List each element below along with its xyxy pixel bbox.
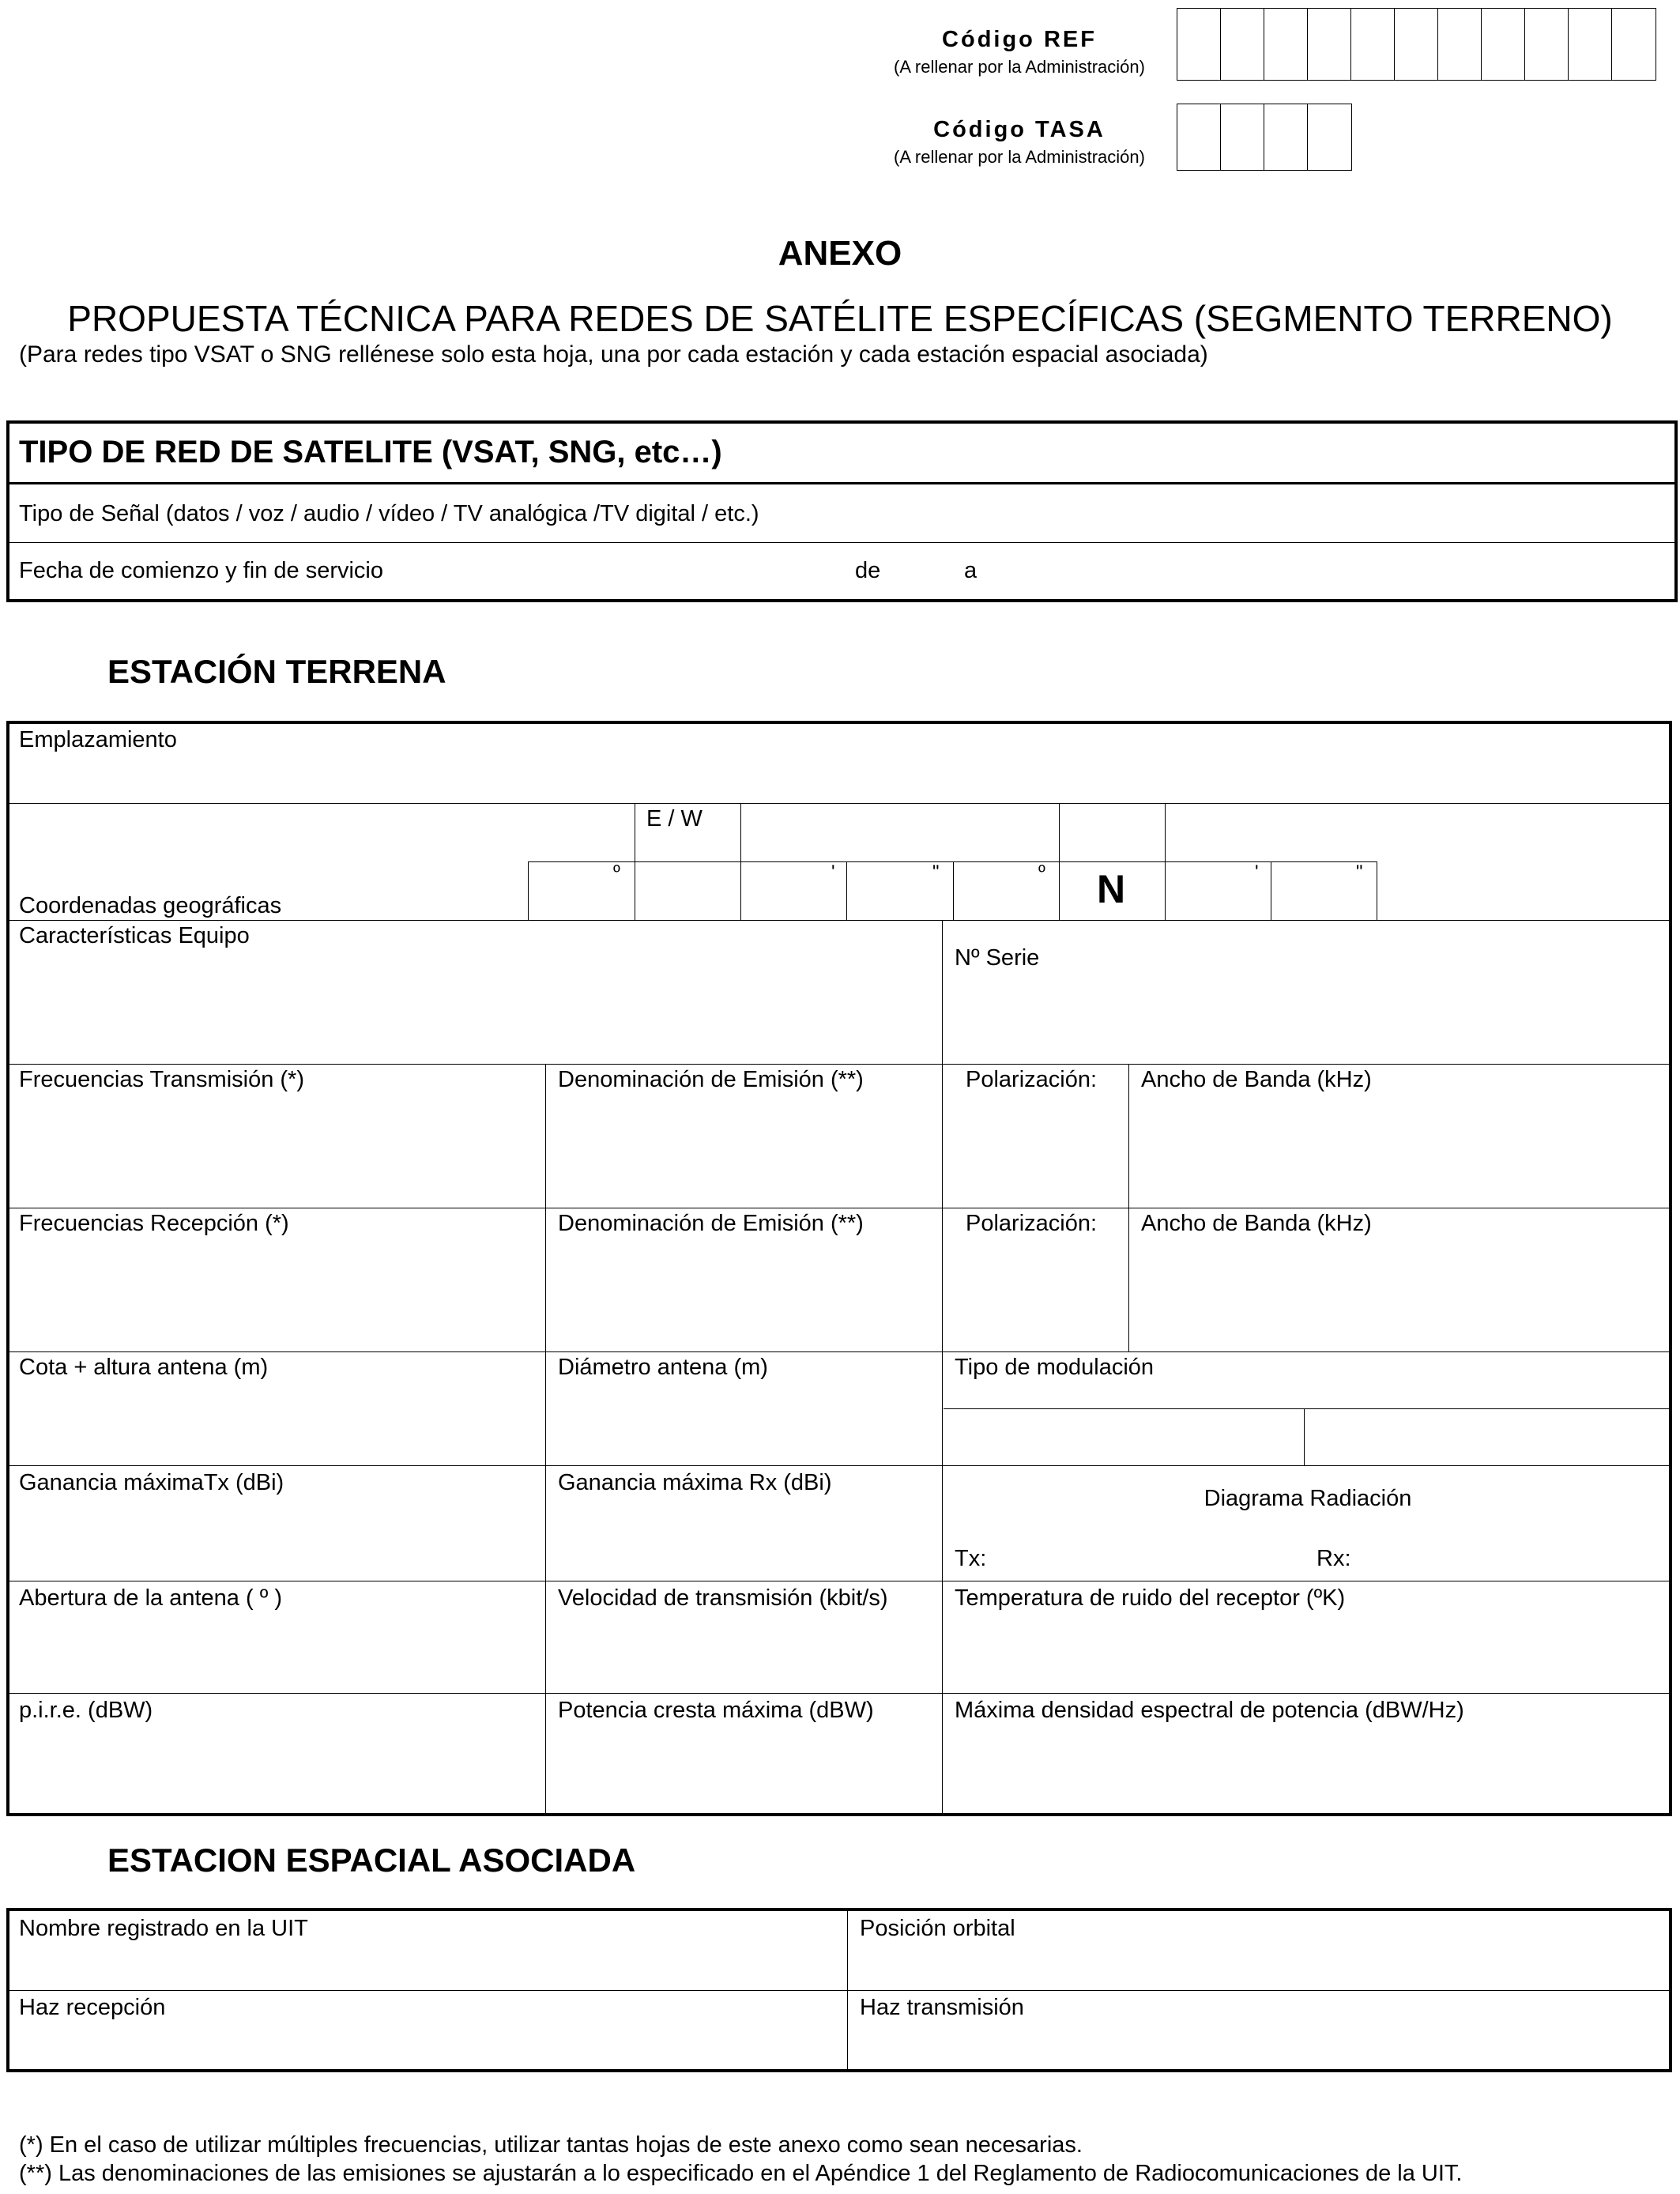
ref-code-digit[interactable] — [1611, 8, 1656, 81]
itu-name-field[interactable]: Nombre registrado en la UIT — [19, 1916, 308, 1941]
longitude-degrees-mark: º — [613, 861, 620, 883]
noise-temperature-field[interactable]: Temperatura de ruido del receptor (ºK) — [955, 1585, 1346, 1611]
rx-bandwidth-field[interactable]: Ancho de Banda (kHz) — [1141, 1211, 1372, 1236]
antenna-aperture-field[interactable]: Abertura de la antena ( º ) — [19, 1585, 283, 1611]
footnote-frequencies: (*) En el caso de utilizar múltiples frecuencias, utilizar tantas hojas de este anexo como sean necesarias. — [19, 2132, 1083, 2158]
tx-gain-field[interactable]: Ganancia máximaTx (dBi) — [19, 1470, 284, 1495]
rx-frequencies-field[interactable]: Frecuencias Recepción (*) — [19, 1211, 289, 1236]
tasa-code-label: Código TASA — [933, 117, 1106, 142]
ref-code-sublabel: (A rellenar por la Administración) — [894, 57, 1145, 77]
ref-code-label: Código REF — [942, 27, 1097, 52]
equipment-field[interactable]: Características Equipo — [19, 923, 250, 948]
form-title: PROPUESTA TÉCNICA PARA REDES DE SATÉLITE ESPECÍFICAS (SEGMENTO TERRENO) — [67, 298, 1613, 339]
ref-code-digit[interactable] — [1437, 8, 1482, 81]
transmission-speed-field[interactable]: Velocidad de transmisión (kbit/s) — [558, 1585, 888, 1611]
latitude-degrees-mark: º — [1038, 861, 1045, 883]
form-instructions: (Para redes tipo VSAT o SNG rellénese solo esta hoja, una por cada estación y cada estación espacial asociada) — [19, 341, 1208, 368]
north-label: N — [1097, 867, 1126, 911]
tasa-code-digit[interactable] — [1307, 104, 1352, 171]
longitude-seconds-mark: " — [932, 861, 940, 883]
serial-number-field[interactable]: Nº Serie — [955, 945, 1040, 971]
earth-station-table — [6, 721, 1672, 1816]
ref-code-digit[interactable] — [1524, 8, 1569, 81]
tx-beam-field[interactable]: Haz transmisión — [860, 1995, 1024, 2020]
date-to-label: a — [964, 558, 977, 583]
signal-type-field[interactable]: Tipo de Señal (datos / voz / audio / vídeo / TV analógica /TV digital / etc.) — [19, 501, 759, 526]
tx-bandwidth-field[interactable]: Ancho de Banda (kHz) — [1141, 1067, 1372, 1092]
tx-polarization-field[interactable]: Polarización: — [966, 1067, 1098, 1092]
tasa-code-digit[interactable] — [1220, 104, 1265, 171]
tx-emission-field[interactable]: Denominación de Emisión (**) — [558, 1067, 864, 1092]
spectral-density-field[interactable]: Máxima densidad espectral de potencia (dBW/Hz) — [955, 1698, 1464, 1723]
east-west-label: E / W — [646, 806, 703, 831]
coordinates-label: Coordenadas geográficas — [19, 893, 282, 918]
footnote-emissions: (**) Las denominaciones de las emisiones se ajustarán a lo especificado en el Apéndice 1 del Reglamento de Radiocomunicaciones de la UIT. — [19, 2161, 1463, 2186]
radiation-rx-field[interactable]: Rx: — [1317, 1546, 1351, 1571]
ref-code-digit[interactable] — [1220, 8, 1265, 81]
longitude-minutes-mark: ' — [831, 861, 835, 883]
ref-code-digit[interactable] — [1307, 8, 1352, 81]
ref-code-digit[interactable] — [1177, 8, 1222, 81]
modulation-type-field[interactable]: Tipo de modulación — [955, 1355, 1155, 1380]
rx-emission-field[interactable]: Denominación de Emisión (**) — [558, 1211, 864, 1236]
rx-polarization-field[interactable]: Polarización: — [966, 1211, 1098, 1236]
radiation-diagram-label: Diagrama Radiación — [1203, 1486, 1412, 1511]
ref-code-digit[interactable] — [1568, 8, 1613, 81]
tasa-code-sublabel: (A rellenar por la Administración) — [894, 147, 1145, 167]
rx-beam-field[interactable]: Haz recepción — [19, 1995, 166, 2020]
ref-code-digit[interactable] — [1264, 8, 1309, 81]
ref-code-digit[interactable] — [1481, 8, 1526, 81]
ref-code-digit[interactable] — [1350, 8, 1396, 81]
orbital-position-field[interactable]: Posición orbital — [860, 1916, 1015, 1941]
tasa-code-digit[interactable] — [1264, 104, 1309, 171]
rx-gain-field[interactable]: Ganancia máxima Rx (dBi) — [558, 1470, 832, 1495]
ref-code-digit[interactable] — [1394, 8, 1439, 81]
antenna-height-field[interactable]: Cota + altura antena (m) — [19, 1355, 269, 1380]
date-from-label: de — [855, 558, 881, 583]
tasa-code-digit[interactable] — [1177, 104, 1222, 171]
radiation-tx-field[interactable]: Tx: — [955, 1546, 987, 1571]
service-dates-field[interactable]: Fecha de comienzo y fin de servicio — [19, 558, 383, 583]
eirp-field[interactable]: p.i.r.e. (dBW) — [19, 1698, 153, 1723]
network-type-heading: TIPO DE RED DE SATELITE (VSAT, SNG, etc…) — [19, 435, 722, 469]
latitude-minutes-mark: ' — [1255, 861, 1259, 883]
annex-title: ANEXO — [778, 234, 902, 273]
earth-station-heading: ESTACIÓN TERRENA — [107, 653, 446, 690]
location-field[interactable]: Emplazamiento — [19, 727, 177, 752]
space-station-heading: ESTACION ESPACIAL ASOCIADA — [107, 1842, 636, 1879]
peak-power-field[interactable]: Potencia cresta máxima (dBW) — [558, 1698, 874, 1723]
tx-frequencies-field[interactable]: Frecuencias Transmisión (*) — [19, 1067, 304, 1092]
antenna-diameter-field[interactable]: Diámetro antena (m) — [558, 1355, 768, 1380]
latitude-seconds-mark: " — [1356, 861, 1363, 883]
